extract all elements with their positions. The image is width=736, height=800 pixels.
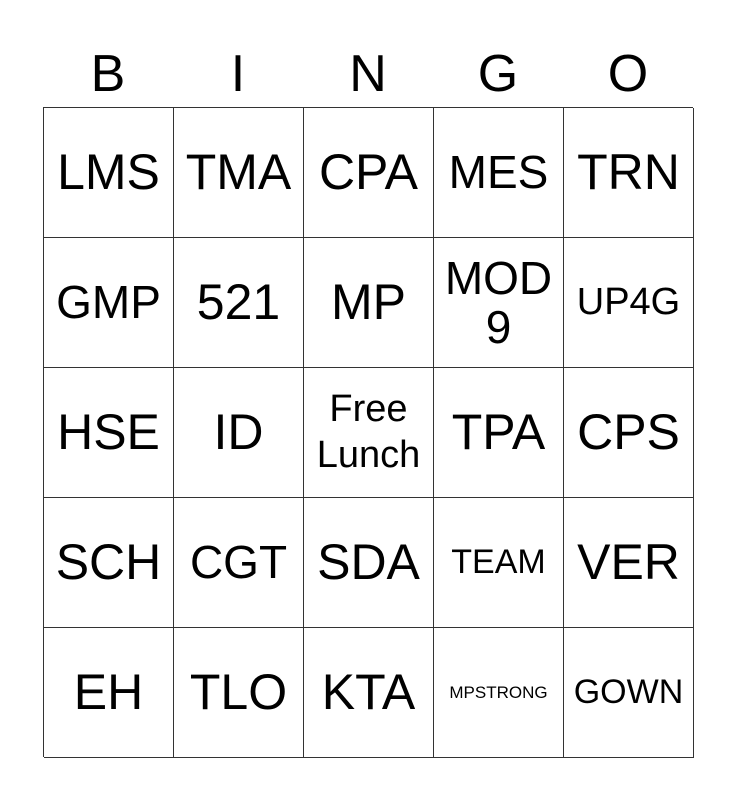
cell-label: GMP xyxy=(56,276,161,329)
cell-label: TRN xyxy=(577,144,680,201)
cell-label: SCH xyxy=(55,534,162,591)
cell-label: MES xyxy=(448,146,549,199)
header-letter-b: B xyxy=(90,45,126,103)
cell-label: KTA xyxy=(321,664,416,721)
header-letter-o: O xyxy=(607,45,649,103)
bingo-cell[interactable] xyxy=(44,368,174,498)
cell-label: LMS xyxy=(57,144,160,201)
bingo-cell[interactable] xyxy=(174,628,304,758)
bingo-cell[interactable] xyxy=(44,108,174,238)
cell-label: CPA xyxy=(318,144,419,201)
cell-label: CPS xyxy=(577,404,680,461)
bingo-cell[interactable] xyxy=(304,238,434,368)
cell-label: ID xyxy=(213,404,264,461)
header-letter-i: I xyxy=(230,45,246,103)
bingo-cell-free[interactable] xyxy=(304,368,434,498)
bingo-cell[interactable] xyxy=(174,368,304,498)
bingo-cell[interactable] xyxy=(44,238,174,368)
bingo-cell[interactable] xyxy=(434,238,564,368)
cell-label: MOD 9 xyxy=(444,252,553,353)
cell-label: TPA xyxy=(451,404,546,461)
bingo-grid xyxy=(43,107,693,757)
bingo-cell[interactable] xyxy=(174,108,304,238)
bingo-cell[interactable] xyxy=(434,498,564,628)
bingo-cell[interactable] xyxy=(174,238,304,368)
bingo-cell[interactable] xyxy=(564,238,694,368)
bingo-cell[interactable] xyxy=(564,368,694,498)
cell-label: EH xyxy=(73,664,144,721)
cell-label: MPSTRONG xyxy=(449,682,548,702)
bingo-cell[interactable] xyxy=(564,628,694,758)
cell-label: TLO xyxy=(189,664,288,721)
bingo-cell[interactable] xyxy=(44,498,174,628)
cell-label: TMA xyxy=(185,144,292,201)
bingo-cell[interactable] xyxy=(44,628,174,758)
bingo-header xyxy=(43,40,693,108)
cell-label: SDA xyxy=(317,534,420,591)
bingo-cell[interactable] xyxy=(304,108,434,238)
cell-label: 521 xyxy=(196,274,281,331)
cell-label: TEAM xyxy=(451,542,546,581)
cell-label: CGT xyxy=(189,536,288,589)
header-letter-n: N xyxy=(349,45,387,103)
cell-label: VER xyxy=(577,534,680,591)
cell-label: GOWN xyxy=(573,672,684,711)
cell-label: MP xyxy=(331,274,406,331)
bingo-cell[interactable] xyxy=(434,368,564,498)
cell-label: HSE xyxy=(57,404,160,461)
bingo-cell[interactable] xyxy=(174,498,304,628)
bingo-cell[interactable] xyxy=(304,498,434,628)
bingo-cell[interactable] xyxy=(434,108,564,238)
bingo-cell[interactable] xyxy=(434,628,564,758)
bingo-cell[interactable] xyxy=(564,498,694,628)
header-letter-g: G xyxy=(477,45,519,103)
bingo-cell[interactable] xyxy=(304,628,434,758)
bingo-cell[interactable] xyxy=(564,108,694,238)
cell-label: UP4G xyxy=(576,280,681,323)
cell-label: Free Lunch xyxy=(316,387,421,476)
